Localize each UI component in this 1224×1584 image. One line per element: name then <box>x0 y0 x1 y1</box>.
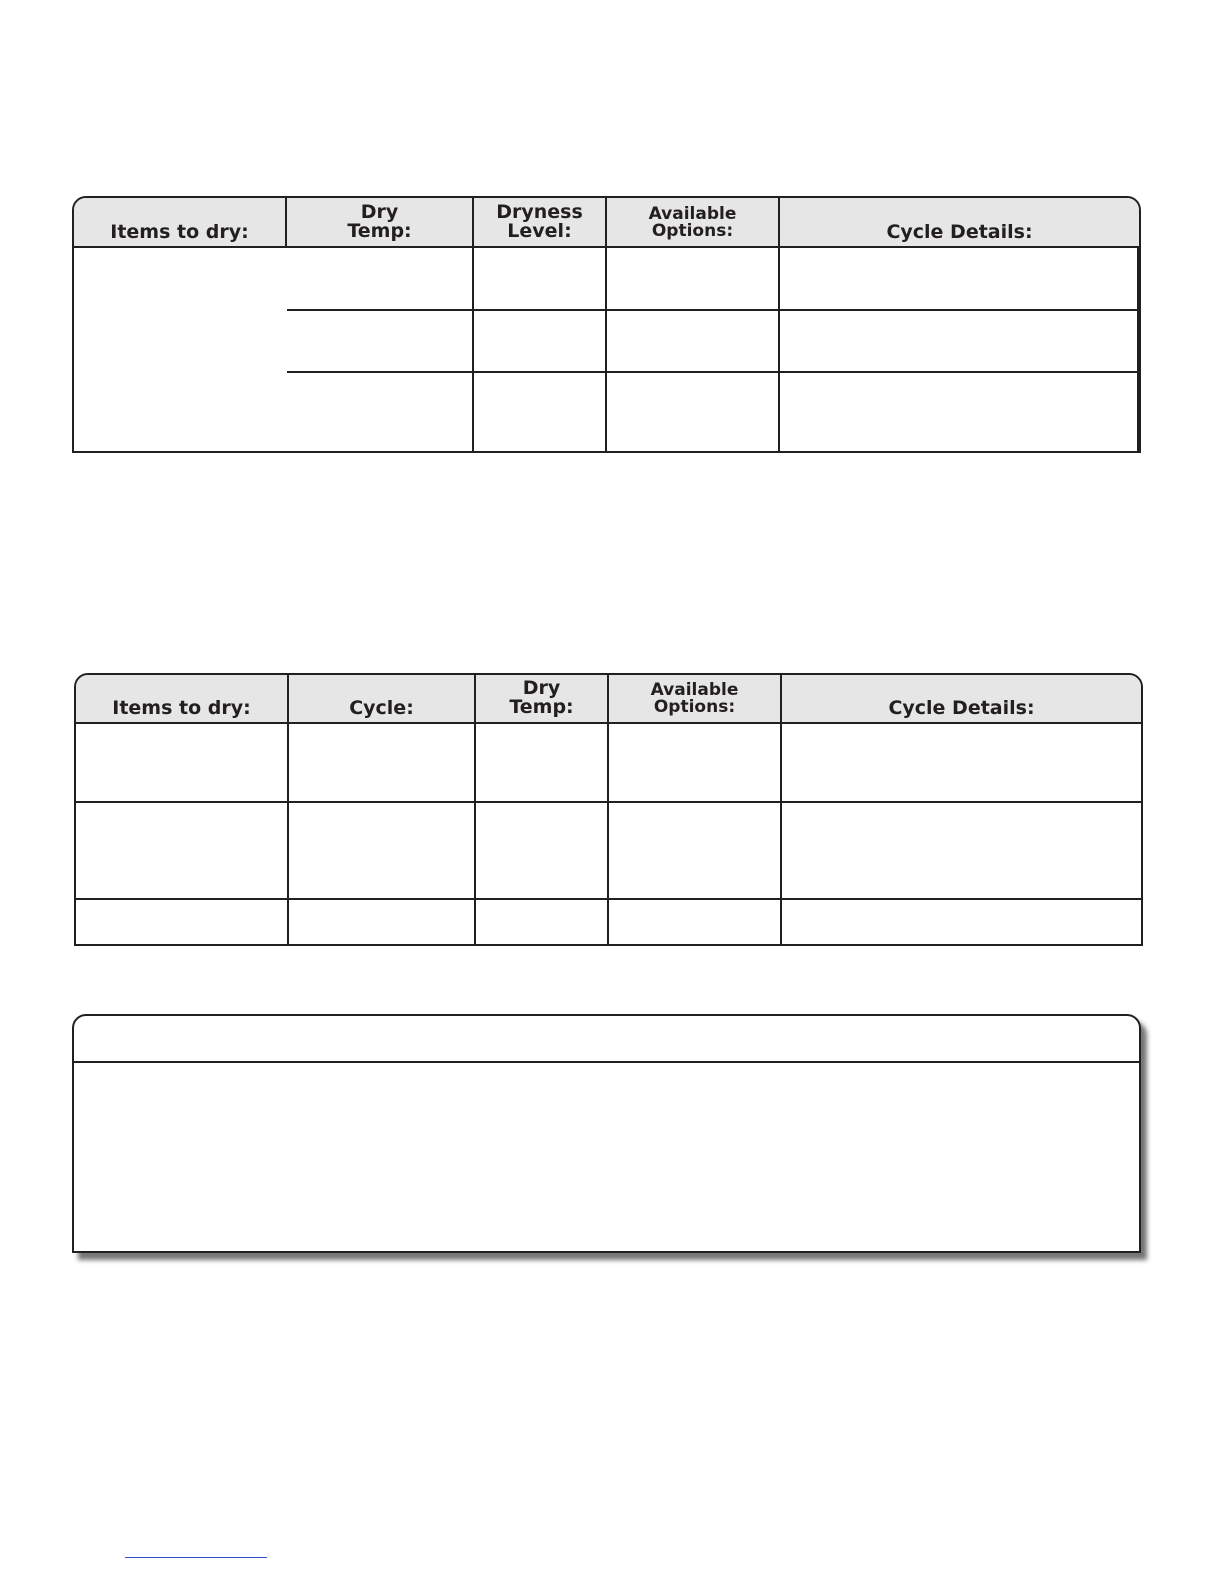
table-cell <box>476 803 609 900</box>
table-cell <box>782 724 1141 803</box>
table-cell <box>782 803 1141 900</box>
table-cell <box>609 724 782 803</box>
cycle-details-cell <box>74 248 287 451</box>
table-cell <box>607 311 780 373</box>
table-cell <box>289 900 476 944</box>
dryer-cycle-table-2 <box>74 673 1143 946</box>
table-cell <box>287 248 474 311</box>
table-cell <box>780 248 1139 311</box>
table-cell <box>289 724 476 803</box>
table-cell <box>476 724 609 803</box>
header-cycle-details: Cycle Details: <box>780 198 1139 248</box>
table-cell <box>289 803 476 900</box>
table-cell <box>474 248 607 311</box>
header-available-options: Available Options: <box>607 198 780 248</box>
table-cell <box>476 900 609 944</box>
header-items-to-dry: Items to dry: <box>74 198 287 248</box>
header-items-to-dry: Items to dry: <box>76 675 289 724</box>
header-dry-temp: Dry Temp: <box>476 675 609 724</box>
header-dryness-level: Dryness Level: <box>474 198 607 248</box>
table-cell <box>607 373 780 451</box>
table-cell <box>76 724 289 803</box>
header-cycle-details: Cycle Details: <box>782 675 1141 724</box>
table-cell <box>76 803 289 900</box>
footer-divider <box>125 1557 267 1558</box>
table-cell <box>474 373 607 451</box>
table-cell <box>780 373 1139 451</box>
table-cell <box>76 900 289 944</box>
notes-panel-header <box>74 1016 1139 1063</box>
header-available-options: Available Options: <box>609 675 782 724</box>
table-cell <box>474 311 607 373</box>
table-cell <box>287 373 474 451</box>
header-cycle: Cycle: <box>289 675 476 724</box>
table-cell <box>287 311 474 373</box>
dryer-cycle-table-1 <box>72 196 1141 453</box>
table-cell <box>609 900 782 944</box>
table-cell <box>609 803 782 900</box>
header-dry-temp: Dry Temp: <box>287 198 474 248</box>
table-cell <box>607 248 780 311</box>
table-cell <box>780 311 1139 373</box>
notes-panel <box>72 1014 1141 1253</box>
table-cell <box>782 900 1141 944</box>
